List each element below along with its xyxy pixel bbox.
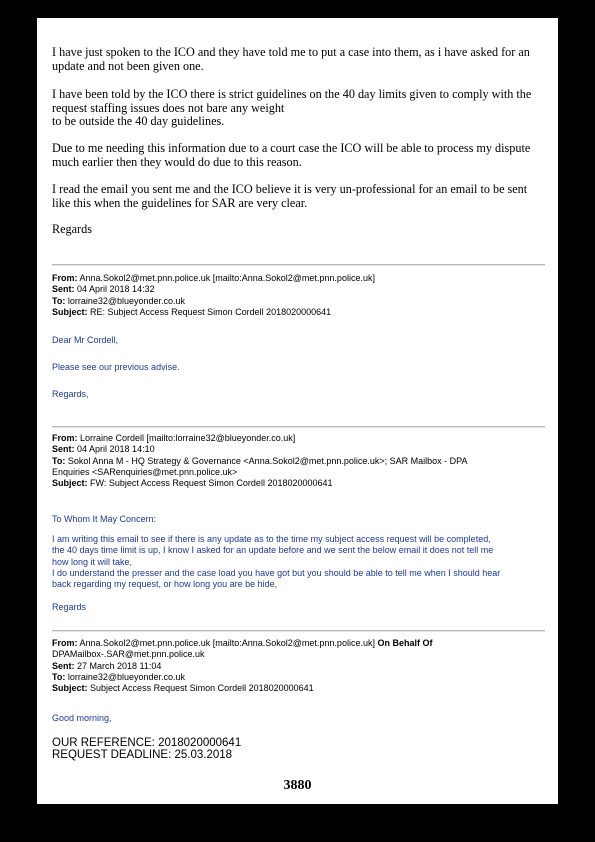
letter-paragraph-2 bbox=[52, 88, 547, 129]
email-2-header bbox=[52, 433, 547, 489]
to-label: To: bbox=[52, 671, 66, 682]
to-label: To: bbox=[52, 295, 66, 306]
email-3-header bbox=[52, 638, 547, 694]
email-2-body-line-4: I do understand the presser and the case load you have got but you should be able to tell me when I should hear bbox=[52, 567, 501, 578]
to-label: To: bbox=[52, 455, 66, 466]
separator-line bbox=[52, 630, 545, 631]
page-number: 3880 bbox=[283, 778, 312, 793]
letter-closing: Regards bbox=[52, 222, 92, 236]
sent-label: Sent: bbox=[52, 284, 75, 295]
subject-value: RE: Subject Access Request Simon Cordell 2018020000641 bbox=[90, 306, 332, 317]
sent-value: 04 April 2018 14:10 bbox=[77, 444, 155, 455]
email-2-body-line-1: I am writing this email to see if there is any update as to the time my subject access request will be completed, bbox=[52, 534, 491, 544]
email-2-body bbox=[52, 534, 547, 590]
separator-line bbox=[52, 264, 545, 265]
to-value-line-2: Enquiries <SARenquiries@met.pnn.police.uk> bbox=[52, 466, 238, 477]
email-2-body-line-2: the 40 days time limit is up, I know I asked for an update before and we sent the below email it does not tell me bbox=[52, 545, 494, 556]
email-1-body: Please see our previous advise. bbox=[52, 362, 180, 372]
from-value: Lorraine Cordell [mailto:lorraine32@blueyonder.co.uk] bbox=[80, 433, 296, 443]
email-2-body-line-3: how long it will take, bbox=[52, 556, 133, 567]
reference-number: OUR REFERENCE: 2018020000641 bbox=[52, 737, 242, 749]
email-1-header bbox=[52, 273, 547, 318]
email-1-closing: Regards, bbox=[52, 389, 89, 399]
to-value: lorraine32@blueyonder.co.uk bbox=[67, 671, 186, 682]
email-1-greeting: Dear Mr Cordell, bbox=[52, 335, 119, 345]
request-deadline: REQUEST DEADLINE: 25.03.2018 bbox=[52, 749, 233, 761]
sent-label: Sent: bbox=[52, 444, 75, 455]
letter-paragraph-2-line-1: I have been told by the ICO there is strict guidelines on the 40 day limits given to comply with the request staffing issues does not bare any weight bbox=[52, 87, 532, 115]
letter-paragraph-1: I have just spoken to the ICO and they have told me to put a case into them, as i have asked for an update and not been given one. bbox=[52, 45, 530, 73]
email-2-closing: Regards bbox=[52, 602, 87, 612]
letter-paragraph-2-line-2: to be outside the 40 day guidelines. bbox=[52, 114, 225, 129]
on-behalf-label: On Behalf Of bbox=[377, 638, 433, 648]
letter-paragraph-3: Due to me needing this information due to a court case the ICO will be able to process my dispute much earlier then they would do due to this reason. bbox=[52, 141, 531, 169]
separator-line bbox=[52, 426, 545, 427]
document-page bbox=[37, 18, 558, 804]
from-label: From: bbox=[52, 638, 78, 648]
sent-label: Sent: bbox=[52, 660, 75, 671]
from-label: From: bbox=[52, 273, 78, 283]
from-value: Anna.Sokol2@met.pnn.police.uk [mailto:Anna.Sokol2@met.pnn.police.uk] bbox=[79, 638, 375, 648]
subject-label: Subject: bbox=[52, 478, 88, 489]
email-2-greeting: To Whom It May Concern: bbox=[52, 514, 157, 524]
subject-label: Subject: bbox=[52, 683, 88, 694]
sent-value: 27 March 2018 11:04 bbox=[77, 660, 162, 671]
to-value-line-1: Sokol Anna M - HQ Strategy & Governance <Anna.Sokol2@met.pnn.police.uk>; SAR Mailbox - DPA bbox=[67, 455, 468, 466]
sent-value: 04 April 2018 14:32 bbox=[77, 284, 155, 295]
subject-label: Subject: bbox=[52, 306, 88, 317]
subject-value: FW: Subject Access Request Simon Cordell 2018020000641 bbox=[90, 478, 333, 489]
email-3-greeting: Good morning, bbox=[52, 713, 112, 723]
from-value-line-2: DPAMailbox-.SAR@met.pnn.police.uk bbox=[52, 649, 205, 660]
letter-paragraph-4: I read the email you sent me and the ICO believe it is very un-professional for an email to be sent like this when the guidelines for SAR are very clear. bbox=[52, 182, 528, 210]
to-value: lorraine32@blueyonder.co.uk bbox=[67, 295, 186, 306]
email-2-body-line-5: back regarding my request, or how long you are be hide, bbox=[52, 579, 278, 590]
from-value: Anna.Sokol2@met.pnn.police.uk [mailto:Anna.Sokol2@met.pnn.police.uk] bbox=[79, 273, 375, 283]
subject-value: Subject Access Request Simon Cordell 2018020000641 bbox=[90, 683, 314, 694]
from-label: From: bbox=[52, 433, 78, 443]
